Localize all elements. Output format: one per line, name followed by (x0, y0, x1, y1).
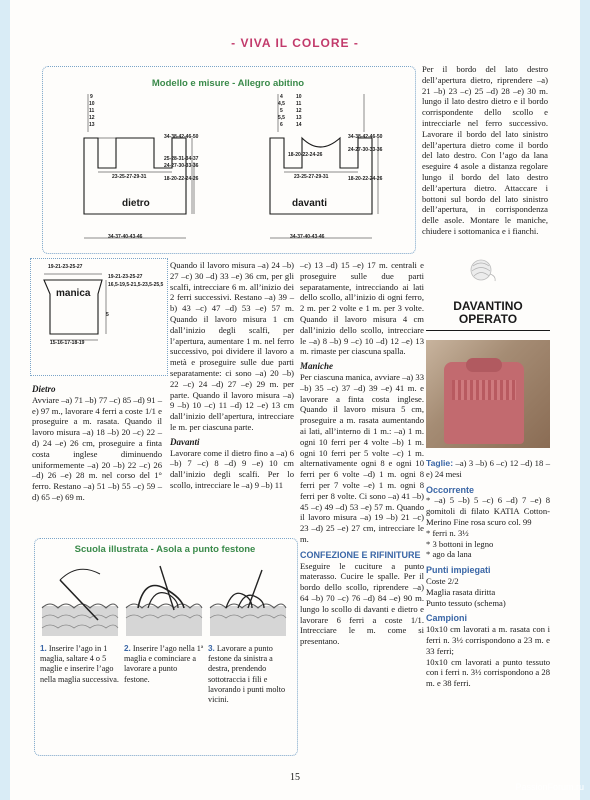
manica-label: manica (56, 288, 91, 299)
dietro-side-left-2: 11 (89, 108, 95, 114)
manica-schematic (32, 262, 162, 362)
davanti-top: 18-20-22-24-26 (288, 152, 323, 158)
page-number: 15 (290, 772, 300, 783)
model-section-title: Modello e misure - Allegro abitino (151, 78, 305, 89)
davanti-right-1: 24-27-30-33-36 (348, 147, 383, 153)
col-3 (300, 260, 424, 647)
step-3-number: 3. (208, 644, 215, 653)
davanti-bottom: 34-37-40-43-46 (290, 234, 325, 240)
punti-item-1: Coste 2/2 (426, 575, 459, 586)
occorrente-item-2: * ferri n. 3½ (426, 527, 469, 538)
davantino-details (426, 458, 550, 689)
page-header (10, 36, 580, 50)
taglie-label: Taglie: (426, 458, 454, 468)
punti-item-3: Punto tessuto (schema) (426, 597, 506, 608)
garment-photo (426, 340, 550, 448)
davantino-title-line2: OPERATO (458, 312, 518, 326)
davanti-side-left-2: 5 (280, 108, 283, 114)
step-2-number: 2. (124, 644, 131, 653)
step1-illustration (40, 560, 122, 640)
davanti-mid: 23-25-27-29-31 (294, 174, 329, 180)
davanti-text: Lavorare come il dietro fino a –a) 6 –b) 7 –c) 8 –d) 9 –e) 10 cm dall’inizio degli scalfi. Per lo scollo, intrecciare le –a) 9 –b) 11 (170, 447, 294, 490)
col3-text1: –c) 13 –d) 15 –e) 17 m. centrali e proseguire sulle due parti separatamente, intrecciando ai lati dello scollo, all’inizio di ogni ferro, 2 m. per 2 volte e 1 m. per 3 volte. Quando il lavoro misura 4 cm dall’inizio dello scollo, intrecciare le –a) 8 –b) 9 –c) 10 –d) 12 –e) 13 m. rimaste per ciascuna spalla. (300, 260, 424, 357)
davanti-side-right-0: 10 (296, 94, 302, 100)
punti-heading: Punti impiegati (426, 565, 491, 576)
taglie-text: –a) 3 –b) 6 –c) 12 –d) 18 –e) 24 mesi (426, 458, 550, 479)
dietro-side-left-0: 9 (90, 94, 93, 100)
dietro-right-3: 18-20-22-24-26 (164, 176, 199, 182)
davanti-side-right-2: 12 (296, 108, 302, 114)
sweater-shape (444, 362, 524, 444)
campioni-heading: Campioni (426, 613, 468, 624)
davanti-side-left-1: 4,5 (278, 101, 285, 107)
dietro-mid: 23-25-27-29-31 (112, 174, 147, 180)
dietro-heading: Dietro (32, 384, 56, 394)
occorrente-item-1: * –a) 5 –b) 5 –c) 6 –d) 7 –e) 8 gomitoli di filato KATIA Cotton-Merino Fine rosa scuro col. 99 (426, 495, 550, 527)
occorrente-heading: Occorrente (426, 484, 475, 495)
confezione-text: Eseguire le cuciture a punto materasso. Cucire le spalle. Per il bordo dello scollo, riprendere –a) 64 –b) 70 –c) 76 –d) 84 –e) 90 m. lungo lo scollo di davanti e dietro e lavorare 6 ferri a coste 1/1. Intrecciare le m. come si presentano. (300, 560, 424, 647)
davanti-side-left-4: 6 (280, 122, 283, 128)
manica-right-1: 16,5-19,5-21,5-23,5-25,5 (108, 282, 164, 288)
davantino-title-line1: DAVANTINO (453, 299, 523, 313)
taglie-line (426, 458, 550, 480)
dietro-side-left-1: 10 (89, 101, 95, 107)
davanti-right-0: 34-38-42-46-50 (348, 134, 383, 140)
manica-top: 19-21-23-25-27 (48, 264, 83, 270)
dietro-right-1: 25-28-31-34-37 (164, 156, 199, 162)
davanti-label: davanti (292, 198, 328, 209)
header-dash-right: - (353, 36, 359, 50)
davanti-side-right-4: 14 (296, 122, 302, 128)
step-2-text: Inserire l’ago nella 1ª maglia e cominciare a lavorare a punto festone. (124, 644, 204, 684)
step-3 (208, 644, 290, 705)
maniche-heading: Maniche (300, 361, 334, 372)
confezione-heading: CONFEZIONE E RIFINITURE (300, 549, 421, 560)
col-2 (170, 260, 294, 491)
occorrente-item-4: * ago da lana (426, 549, 472, 560)
step-3-text: Lavorare a punto festone da sinistra a destra, prendendo sottotraccia i fili e lavorando i punti molto vicini. (208, 644, 286, 705)
dietro-schematic (72, 92, 242, 252)
occorrente-item-3: * 3 bottoni in legno (426, 538, 494, 549)
davanti-right-2: 18-20-22-24-26 (348, 176, 383, 182)
davanti-side-right-1: 11 (296, 101, 302, 107)
campioni-item-1: 10x10 cm lavorati a m. rasata con i ferri n. 3½ corrispondono a 23 m. e 33 ferri; (426, 624, 550, 656)
sweater-collar (466, 358, 502, 372)
step-1-text: Inserire l’ago in 1 maglia, saltare 4 o 5 maglie e inserire l’ago nella maglia successiva. (40, 644, 119, 684)
col-4 (422, 64, 548, 237)
campioni-item-2: 10x10 cm lavorati a punto tessuto con i ferri n. 3½ corrispondono a 28 m. e 38 ferri. (426, 656, 550, 689)
davanti-side-left-3: 5,5 (278, 115, 285, 121)
scuola-title: Scuola illustrata - Asola a punto festone (74, 544, 256, 555)
dietro-label: dietro (122, 198, 150, 209)
manica-bottom: 15-16-17-18-19 (50, 340, 85, 346)
dietro-text: Avviare –a) 71 –b) 77 –c) 85 –d) 91 –e) 97 m., lavorare 4 ferri a coste 1/1 e proseguire a m. rasata. Quando il lavoro misura –a) 18 –b) 20 –c) 22 –d) 24 –e) 26 cm, proseguire a finta costa inglese diminuendo uniformemente –a) 20 –b) 22 –c) 26 –d) 26 –e) 28 m. nel corso del 1° ferro. Restano –a) 51 –b) 55 –c) 59 –d) 65 –e) 69 m. (32, 394, 162, 502)
step2-illustration (124, 560, 206, 640)
col-dietro (32, 380, 162, 503)
header-dash-left: - (231, 36, 237, 50)
dietro-side-left-3: 12 (89, 115, 95, 121)
step-1 (40, 644, 120, 685)
col2-text1: Quando il lavoro misura –a) 24 –b) 27 –c) 30 –d) 33 –e) 36 cm, per gli scalfi, intrecciare 6 m. all’inizio dei 2 ferri successivi. Restano –a) 39 –b) 43 –c) 47 –d) 53 –e) 57 m. Quando il lavoro misura 1 cm dall’inizio degli scalfi, per l’apertura, aumentare 1 m. nel ferro successivo, poi dividere il lavoro a metà e proseguire sulle due parti separatamente: ci sono –a) 20 –b) 22 –c) 24 –d) 27 –e) 29 m. per parte. Quando il lavoro misura –a) 9 –b) 10 –c) 11 –d) 12 –e) 13 cm dall’inizio dell’apertura, intrecciare le m. per ciascuna parte. (170, 260, 294, 432)
watermark: PassionForum.ru (515, 782, 584, 792)
davanti-side-right-3: 13 (296, 115, 302, 121)
punti-item-2: Maglia rasata diritta (426, 586, 496, 597)
manica-right-0: 19-21-23-25-27 (108, 274, 143, 280)
step3-illustration (208, 560, 290, 640)
maniche-text: Per ciascuna manica, avviare –a) 33 –b) 35 –c) 37 –d) 39 –e) 41 m. e lavorare a finta costa inglese. Quando il lavoro misura 5 cm, proseguire a m. rasata aumentando ai lati, all’interno di 1 m.: –a) 1 m. ogni 10 ferri per 4 volte –b) 1 m. ogni 10 ferri per 5 volte –c) 1 m. alternativamente ogni 8 e ogni 10 ferri per 6 volte –d) 1 m. ogni 8 ferri per 7 volte –e) 1 m. ogni 8 ferri per 8 volte. Ci sono –a) 41 –b) 45 –c) 49 –d) 53 –e) 57 m. Quando il lavoro misura –a) 19 –b) 21 –c) 23 –d) 25 –e) 27 cm, intrecciare le m. (300, 371, 424, 544)
header-title: VIVA IL COLORE (240, 36, 350, 50)
davanti-heading: Davanti (170, 436, 200, 447)
step-1-number: 1. (40, 644, 47, 653)
dietro-bottom: 34-37-40-43-46 (108, 234, 143, 240)
davanti-side-left-0: 4 (280, 94, 283, 100)
page (10, 0, 580, 800)
manica-five: 5 (106, 312, 109, 318)
davantino-title (426, 300, 550, 331)
yarn-ball-icon (468, 256, 498, 282)
dietro-right-2: 24-27-30-33-36 (164, 163, 199, 169)
dietro-side-left-4: 13 (89, 122, 95, 128)
col4-text1: Per il bordo del lato destro dell’apertura dietro, riprendere –a) 21 –b) 23 –c) 25 –d) 28 –e) 30 m. lungo il lato destro dietro e il bordo corrispondente dello scollo e intrecciarle nel ferro successivo. Lavorare il bordo del lato sinistro dell’apertura dietro come il bordo del lato destro. Con l’ago da lana eseguire 4 asole a distanza regolare lungo il bordo del lato destro dell’apertura dietro. Attaccare i bottoni sul bordo del lato sinistro dell’apertura, in corrispondenza delle asole. Montare le maniche, chiudere i sottomanica e i fianchi. (422, 64, 548, 236)
sweater-texture (452, 380, 516, 400)
step-2 (124, 644, 204, 685)
dietro-right-0: 34-38-42-46-50 (164, 134, 199, 140)
